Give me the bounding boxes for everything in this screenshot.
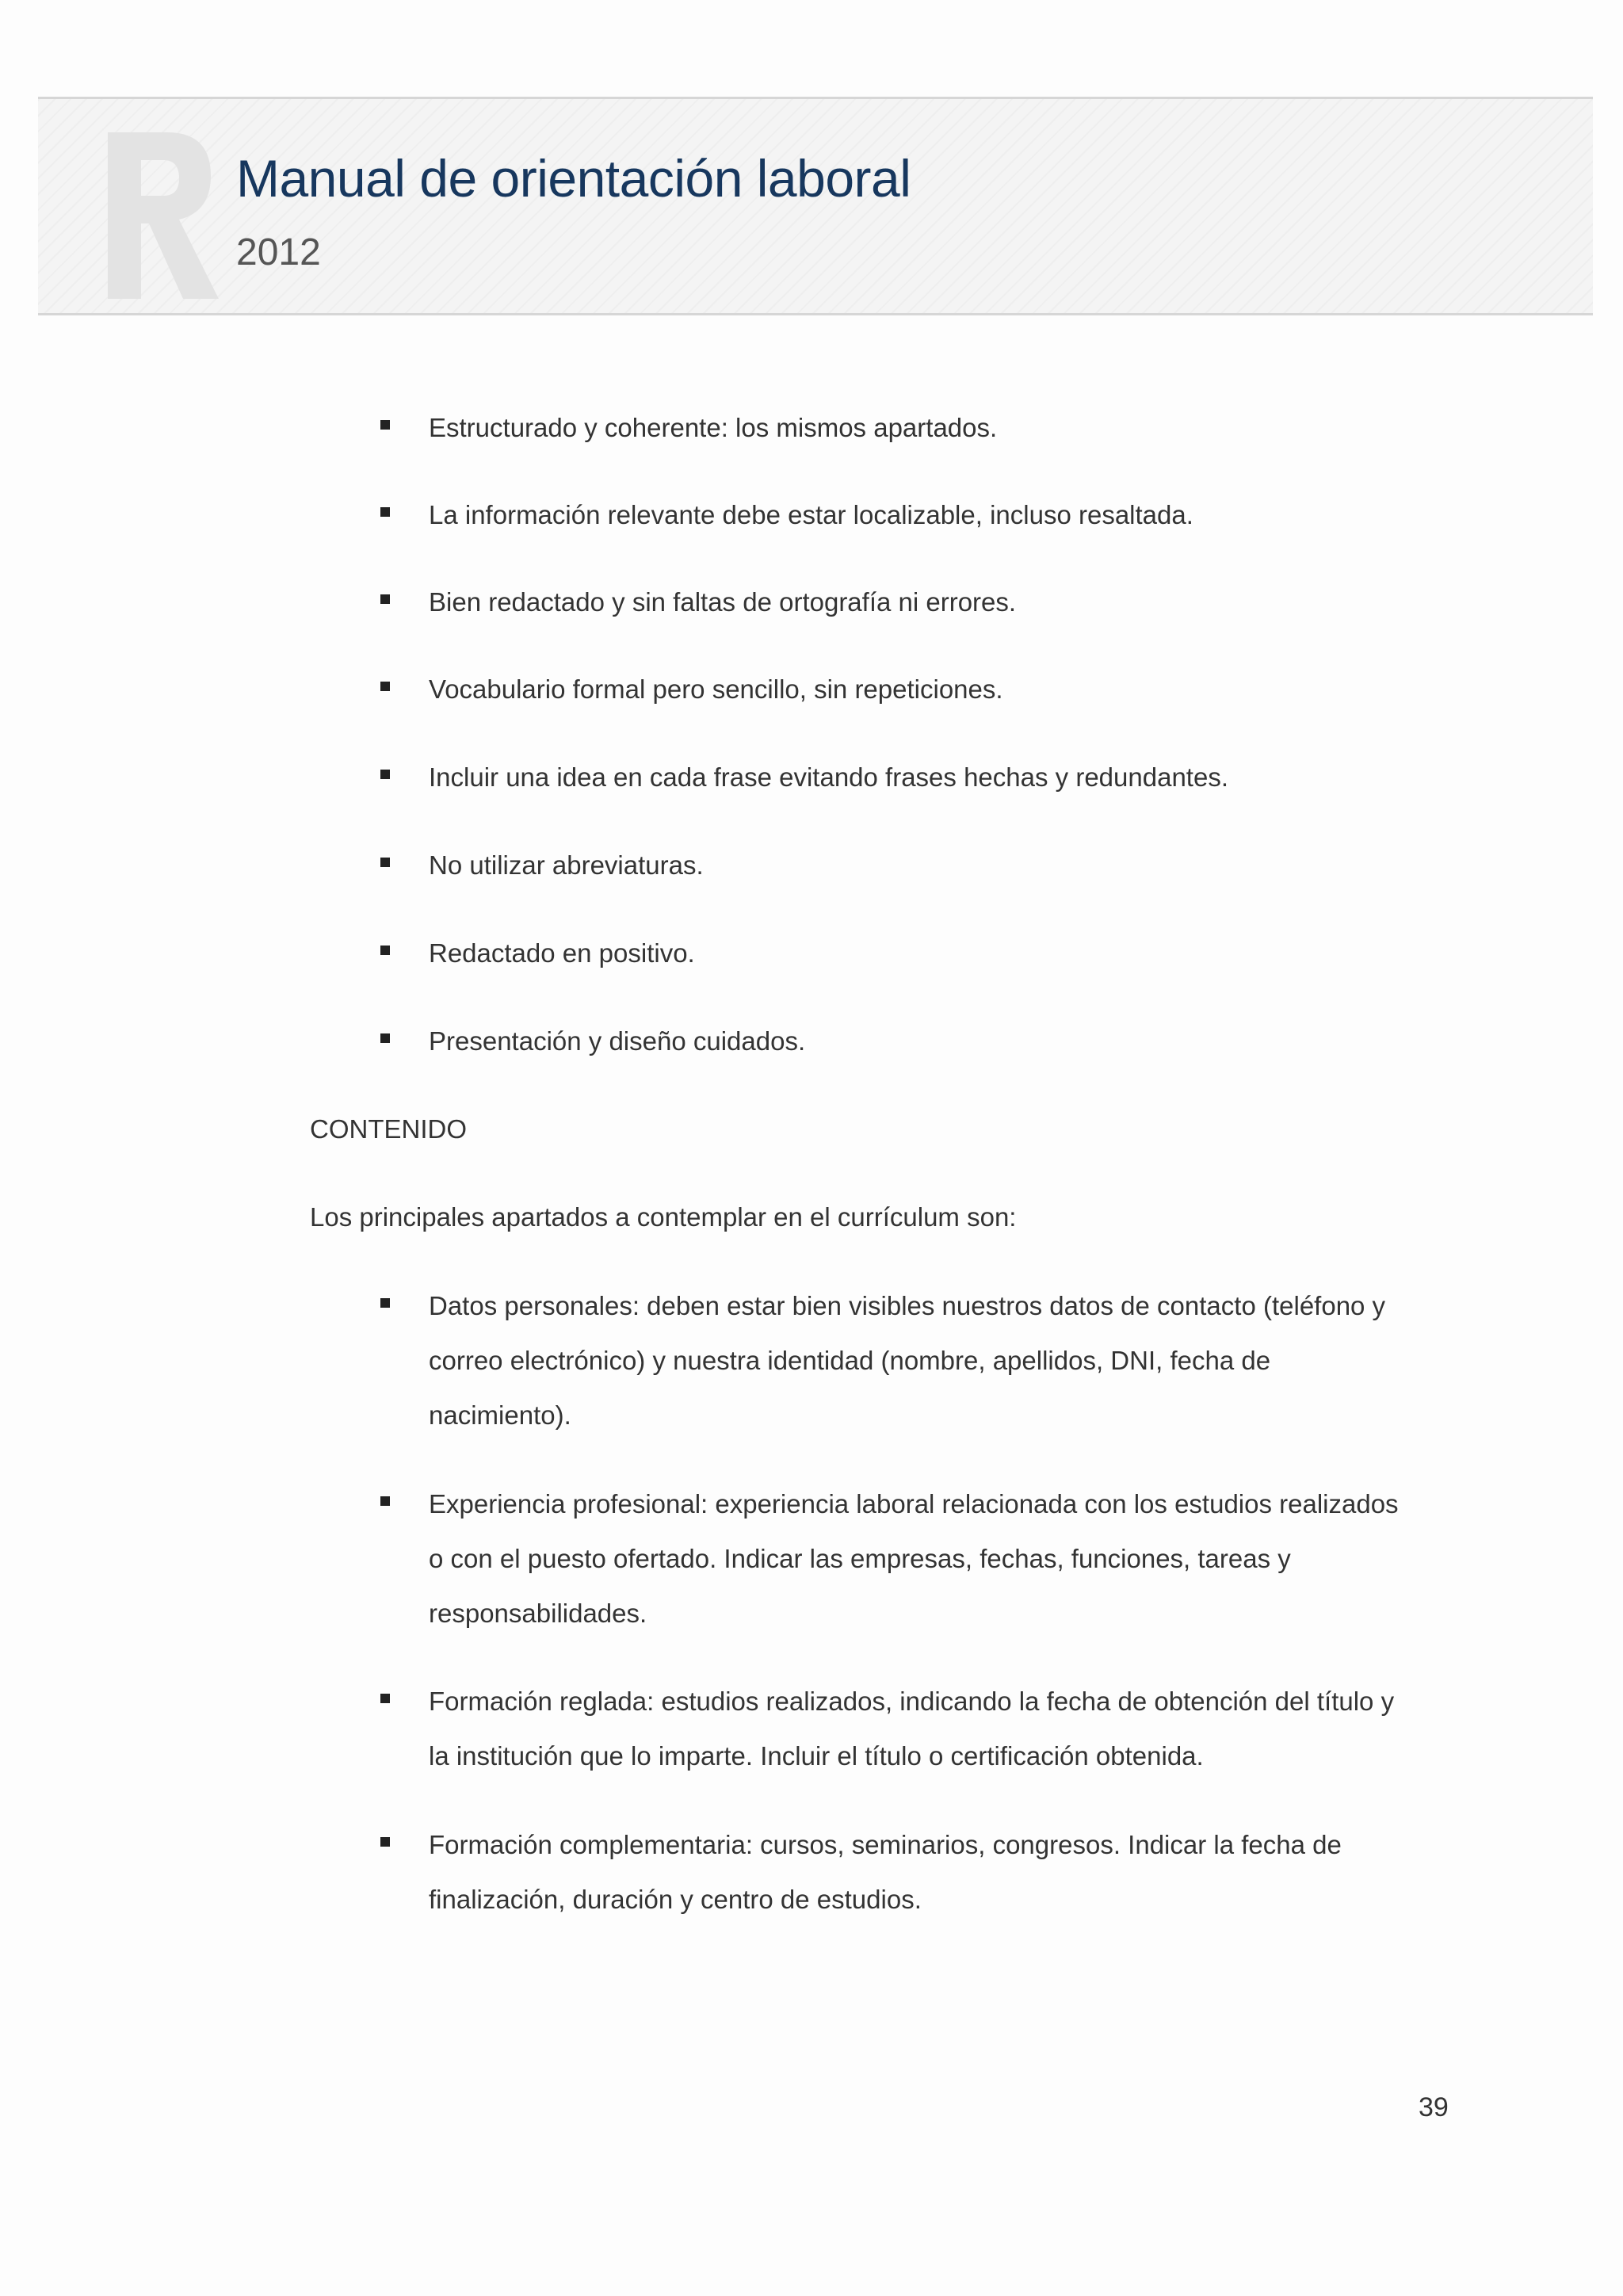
list-item: Bien redactado y sin faltas de ortografía ni errores.: [429, 587, 1017, 617]
page-number: 39: [1419, 2092, 1449, 2122]
list-item-line: correo electrónico) y nuestra identidad (nombre, apellidos, DNI, fecha de: [429, 1346, 1271, 1375]
list-item-line: nacimiento).: [429, 1400, 571, 1430]
list-item: No utilizar abreviaturas.: [429, 850, 704, 880]
bullet-square-icon: [380, 1496, 390, 1506]
list-item-line: responsabilidades.: [429, 1599, 647, 1628]
list-item-line: finalización, duración y centro de estudios.: [429, 1885, 922, 1914]
bullet-square-icon: [380, 946, 390, 955]
list-item-line: Datos personales: deben estar bien visibles nuestros datos de contacto (teléfono y: [429, 1291, 1386, 1320]
bullet-square-icon: [380, 682, 390, 691]
list-item: Incluir una idea en cada frase evitando frases hechas y redundantes.: [429, 762, 1228, 792]
bullet-square-icon: [380, 594, 390, 604]
list-item: [429, 1477, 1459, 1641]
list-item-line: Experiencia profesional: experiencia laboral relacionada con los estudios realizados: [429, 1489, 1399, 1519]
list-item: Presentación y diseño cuidados.: [429, 1026, 806, 1056]
list-item-line: Formación reglada: estudios realizados, indicando la fecha de obtención del título y: [429, 1687, 1395, 1716]
page-header: [38, 97, 1593, 315]
document-title: Manual de orientación laboral: [236, 149, 911, 208]
list-item: [429, 1278, 1459, 1442]
bullet-square-icon: [380, 1298, 390, 1308]
list-item: Redactado en positivo.: [429, 938, 695, 968]
bullet-square-icon: [380, 1694, 390, 1703]
bullet-square-icon: [380, 770, 390, 779]
list-item: La información relevante debe estar localizable, incluso resaltada.: [429, 500, 1193, 529]
r-letter-logo-icon: [100, 117, 219, 307]
list-item: Vocabulario formal pero sencillo, sin repeticiones.: [429, 674, 1003, 704]
list-item: Estructurado y coherente: los mismos apartados.: [429, 413, 998, 442]
list-item: [429, 1817, 1459, 1927]
list-item-line: la institución que lo imparte. Incluir el título o certificación obtenida.: [429, 1741, 1204, 1771]
section-intro: Los principales apartados a contemplar en el currículum son:: [310, 1202, 1017, 1232]
list-item-line: o con el puesto ofertado. Indicar las empresas, fechas, funciones, tareas y: [429, 1544, 1291, 1573]
list-item-line: Formación complementaria: cursos, seminarios, congresos. Indicar la fecha de: [429, 1830, 1342, 1859]
bullet-square-icon: [380, 507, 390, 517]
section-heading: CONTENIDO: [310, 1114, 467, 1144]
bullet-square-icon: [380, 858, 390, 867]
list-item: [429, 1674, 1459, 1783]
document-year: 2012: [236, 231, 321, 273]
bullet-square-icon: [380, 1837, 390, 1847]
bullet-square-icon: [380, 420, 390, 430]
bullet-square-icon: [380, 1033, 390, 1043]
